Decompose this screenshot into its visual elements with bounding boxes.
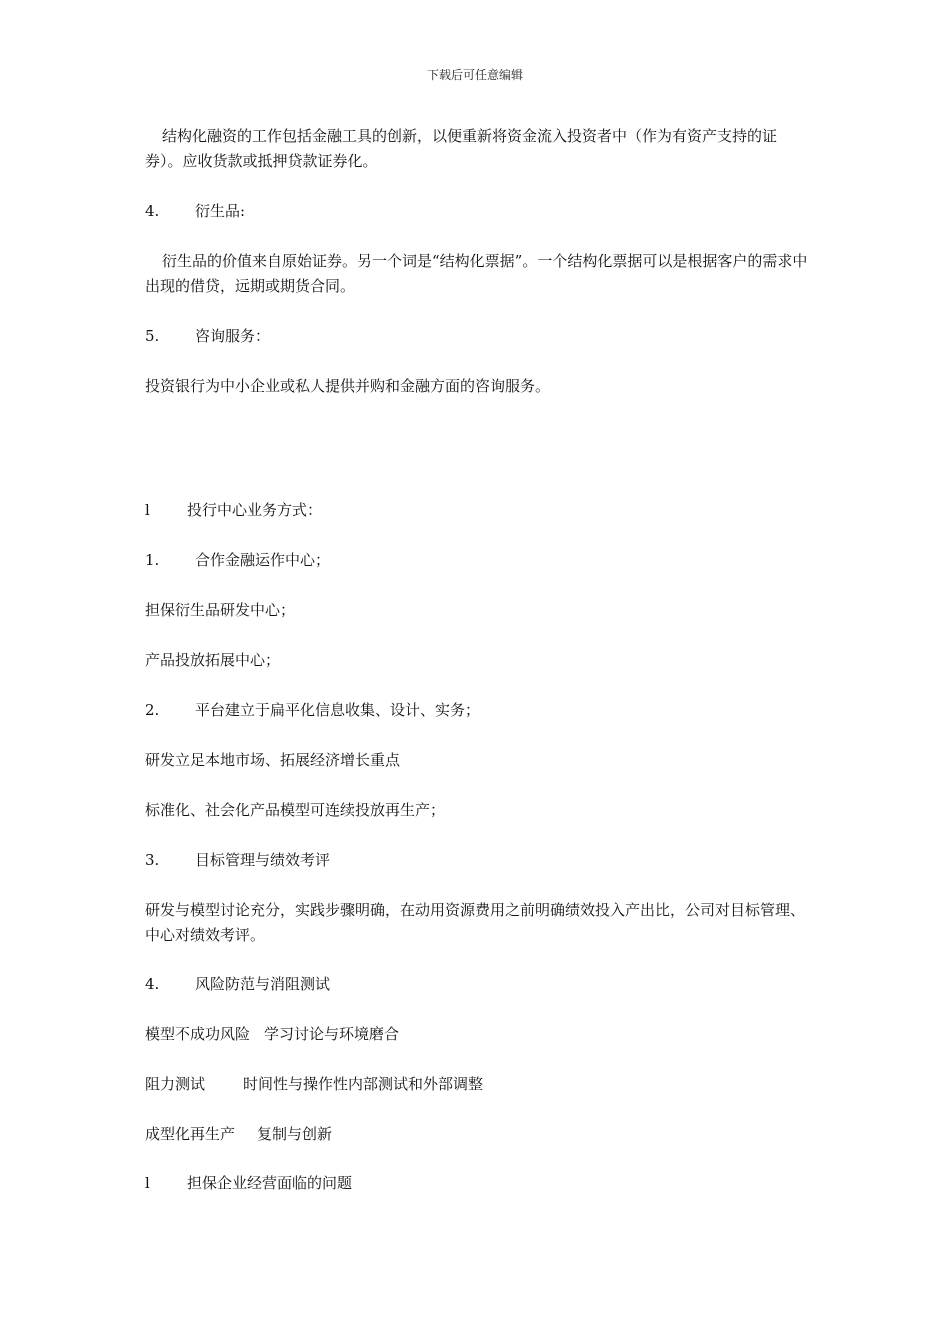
- risk-row-reproduction: [145, 1122, 810, 1147]
- list-item-target-management: [145, 848, 810, 873]
- risk-text: 时间性与操作性内部测试和外部调整: [243, 1075, 484, 1093]
- bullet-text: 担保企业经营面临的问题: [187, 1174, 353, 1192]
- bullet-guarantee-issues: [145, 1171, 810, 1196]
- list-item-derivatives: [145, 199, 810, 224]
- risk-label: 成型化再生产: [145, 1125, 236, 1143]
- risk-label: 阻力测试: [145, 1075, 206, 1093]
- list-number: 4.: [145, 202, 160, 220]
- list-number: 1.: [145, 551, 160, 569]
- list-text: 衍生品:: [195, 202, 246, 220]
- list-number: 4.: [145, 975, 160, 993]
- list-number: 3.: [145, 851, 160, 869]
- risk-label: 模型不成功风险: [145, 1025, 251, 1043]
- list-item-center: [145, 548, 810, 573]
- page-header: 下载后可任意编辑: [426, 68, 523, 82]
- list-text: 咨询服务：: [195, 327, 271, 345]
- list-number: 5.: [145, 327, 160, 345]
- paragraph-research-model: 研发与模型讨论充分，实践步骤明确，在动用资源费用之前明确绩效投入产出比，公司对目标管理、中心对绩效考评。: [145, 901, 806, 944]
- paragraph-advisory: 投资银行为中小企业或私人提供并购和金融方面的咨询服务。: [145, 377, 551, 395]
- line-research-local: 研发立足本地市场、拓展经济增长重点: [145, 751, 401, 769]
- risk-row-model: [145, 1022, 810, 1047]
- bullet-mark: l: [145, 1174, 150, 1192]
- paragraph-derivatives: 衍生品的价值来自原始证券。另一个词是“结构化票据”。一个结构化票据可以是根据客户的需求中出现的借贷，远期或期货合同。: [145, 252, 808, 295]
- line-standardization: 标准化、社会化产品模型可连续投放再生产；: [145, 801, 446, 819]
- risk-text: 学习讨论与环境磨合: [264, 1025, 400, 1043]
- list-item-advisory: [145, 324, 810, 349]
- line-product-center: 产品投放拓展中心；: [145, 651, 281, 669]
- list-text: 合作金融运作中心；: [195, 551, 331, 569]
- list-item-platform: [145, 698, 810, 723]
- bullet-text: 投行中心业务方式：: [187, 501, 323, 519]
- bullet-business-mode: [145, 498, 810, 523]
- list-number: 2.: [145, 701, 160, 719]
- list-item-risk: [145, 972, 810, 997]
- line-guarantee-center: 担保衍生品研发中心；: [145, 601, 296, 619]
- list-text: 风险防范与消阻测试: [195, 975, 331, 993]
- list-text: 目标管理与绩效考评: [195, 851, 331, 869]
- bullet-mark: l: [145, 501, 150, 519]
- list-text: 平台建立于扁平化信息收集、设计、实务；: [195, 701, 481, 719]
- risk-row-resistance: [145, 1072, 810, 1097]
- paragraph-structured-finance: 结构化融资的工作包括金融工具的创新，以便重新将资金流入投资者中（作为有资产支持的证券）。应收货款或抵押贷款证券化。: [145, 127, 778, 170]
- risk-text: 复制与创新: [257, 1125, 333, 1143]
